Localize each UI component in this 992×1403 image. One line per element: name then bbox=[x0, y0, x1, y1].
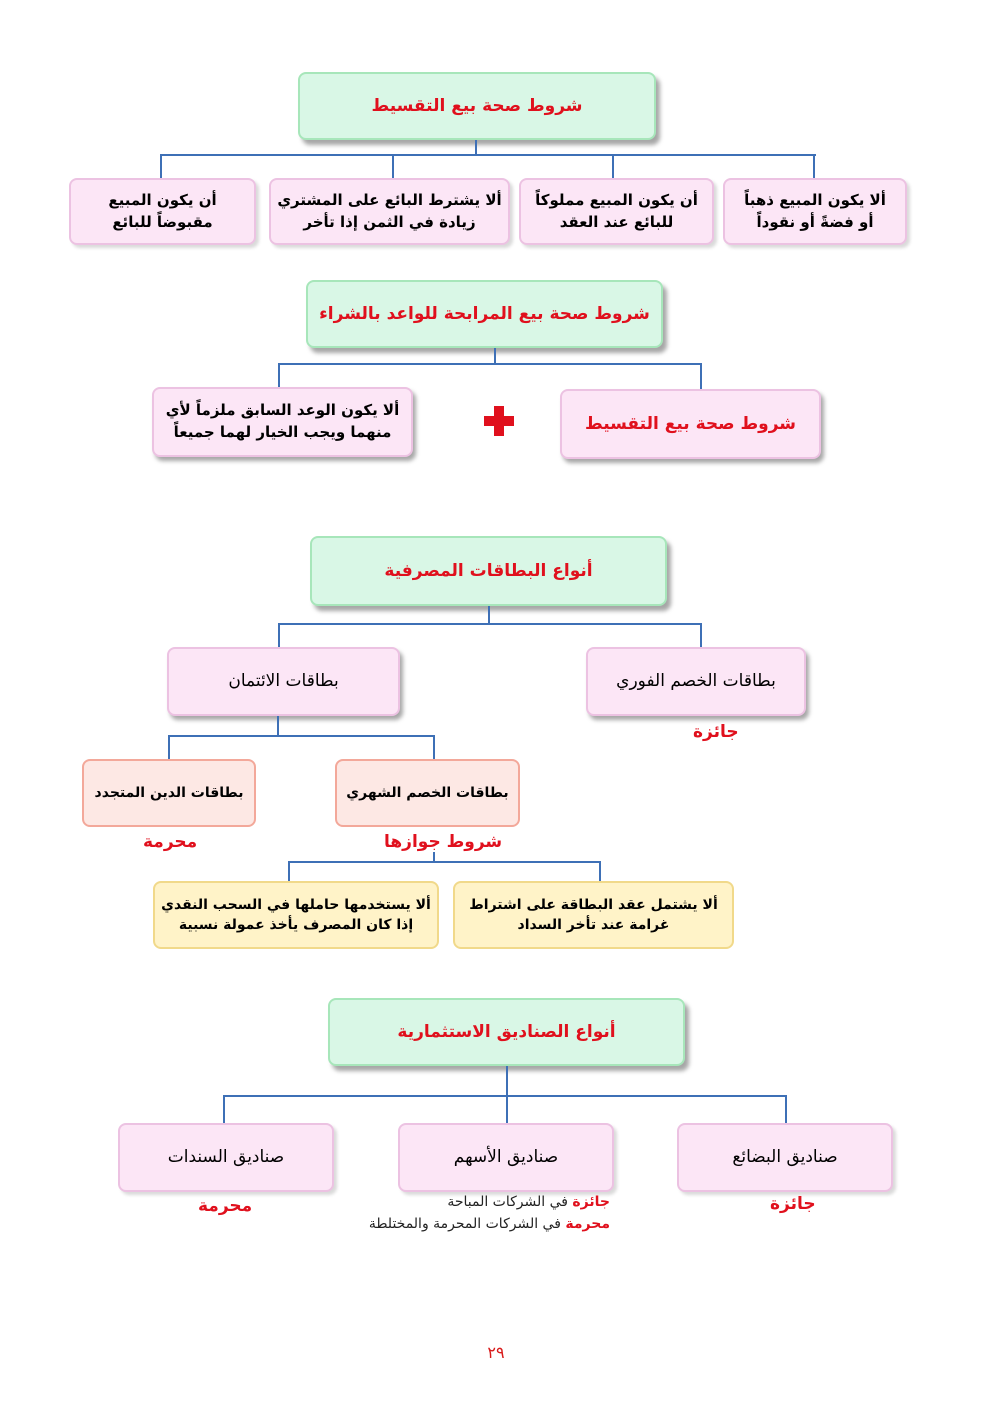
connector bbox=[506, 1066, 508, 1096]
revolving-cards-ruling: محرمة bbox=[143, 832, 198, 852]
connector bbox=[392, 154, 394, 178]
commodity-funds-box: صناديق البضائع bbox=[677, 1123, 893, 1192]
connector bbox=[278, 363, 702, 365]
charge-cards-box: بطاقات الخصم الشهري bbox=[335, 759, 520, 827]
stock-funds-note-permitted: جائزة في الشركات المباحة bbox=[447, 1194, 610, 1210]
credit-cards-box: بطاقات الائتمان bbox=[167, 647, 400, 716]
connector bbox=[506, 1095, 508, 1123]
connector bbox=[288, 861, 290, 881]
commodity-funds-ruling: جائزة bbox=[770, 1194, 816, 1214]
murabaha-title: شروط صحة بيع المرابحة للواعد بالشراء bbox=[306, 280, 663, 348]
cards-title: أنواع البطاقات المصرفية bbox=[310, 536, 667, 606]
connector bbox=[278, 623, 280, 647]
connector bbox=[223, 1095, 225, 1123]
connector bbox=[488, 606, 490, 624]
funds-title: أنواع الصناديق الاستثمارية bbox=[328, 998, 685, 1066]
plus-icon bbox=[482, 404, 516, 438]
bond-funds-ruling: محرمة bbox=[198, 1196, 253, 1216]
murabaha-promise-condition: ألا يكون الوعد السابق ملزماً لأي منهما ويجب الخيار لهما جميعاً bbox=[152, 387, 413, 457]
connector bbox=[278, 623, 702, 625]
installment-condition-2: أن يكون المبيع مملوكاً للبائع عند العقد bbox=[519, 178, 714, 245]
charge-card-condition-1: ألا يشتمل عقد البطاقة على اشتراط غرامة عند تأخر السداد bbox=[453, 881, 734, 949]
connector bbox=[223, 1095, 787, 1097]
connector bbox=[475, 140, 477, 155]
connector bbox=[785, 1095, 787, 1123]
installment-condition-3: ألا يشترط البائع على المشتري زيادة في الثمن إذا تأخر bbox=[269, 178, 510, 245]
connector bbox=[700, 363, 702, 389]
connector bbox=[288, 861, 601, 863]
debit-cards-box: بطاقات الخصم الفوري bbox=[586, 647, 806, 716]
murabaha-installment-conditions: شروط صحة بيع التقسيط bbox=[560, 389, 821, 459]
revolving-cards-box: بطاقات الدين المتجدد bbox=[82, 759, 256, 827]
charge-card-condition-2: ألا يستخدمها حاملها في السحب النقدي إذا كان المصرف يأخذ عمولة نسبية bbox=[153, 881, 439, 949]
debit-cards-ruling: جائزة bbox=[693, 722, 739, 742]
connector bbox=[168, 735, 170, 759]
connector bbox=[599, 861, 601, 881]
installment-condition-4: أن يكون المبيع مقبوضاً للبائع bbox=[69, 178, 256, 245]
stock-funds-box: صناديق الأسهم bbox=[398, 1123, 614, 1192]
stock-funds-note-forbidden: محرمة في الشركات المحرمة والمختلطة bbox=[368, 1216, 610, 1232]
connector bbox=[168, 735, 435, 737]
connector bbox=[433, 735, 435, 759]
connector bbox=[494, 348, 496, 364]
installment-condition-1: ألا يكون المبيع ذهباً أو فضةً أو نقوداً bbox=[723, 178, 907, 245]
bond-funds-box: صناديق السندات bbox=[118, 1123, 334, 1192]
charge-cards-ruling: شروط جوازها bbox=[384, 832, 503, 852]
connector bbox=[277, 716, 279, 736]
page-number: ٢٩ bbox=[487, 1343, 505, 1362]
connector bbox=[612, 154, 614, 178]
connector bbox=[278, 363, 280, 387]
connector bbox=[813, 154, 815, 178]
connector bbox=[160, 154, 816, 156]
connector bbox=[160, 154, 162, 178]
connector bbox=[700, 623, 702, 647]
installment-title: شروط صحة بيع التقسيط bbox=[298, 72, 656, 140]
